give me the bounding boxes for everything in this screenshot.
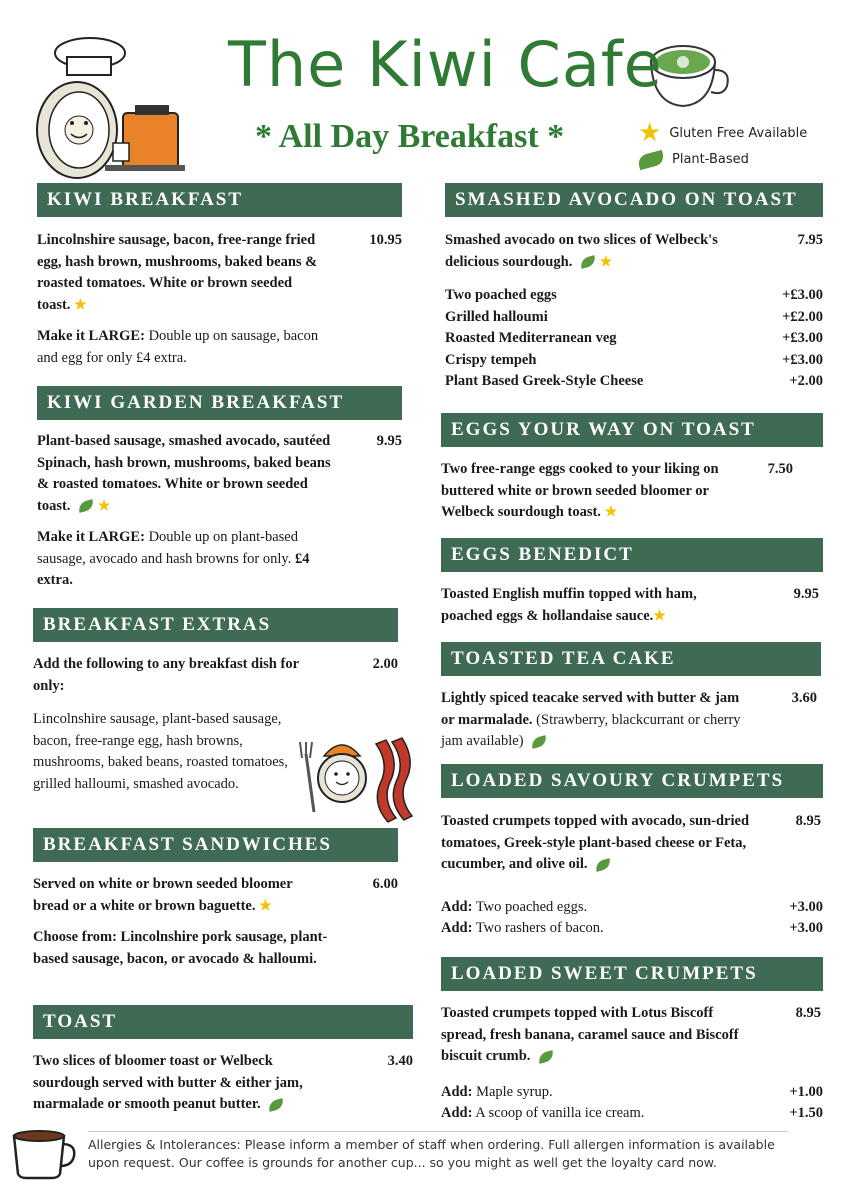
item-description: Lincolnshire sausage, bacon, free-range fried egg, hash brown, mushrooms, baked beans & roasted tomatoes. White or brown seeded toast. [37, 232, 318, 313]
item-description: Toasted English muffin topped with ham, poached eggs & hollandaise sauce. [441, 586, 697, 624]
section-breakfast-sandwiches [33, 828, 398, 970]
section-title: KIWI GARDEN BREAKFAST [37, 386, 402, 420]
addon-name: Crispy tempeh [445, 351, 537, 368]
star-icon: ★ [604, 505, 618, 520]
addon-price: +1.50 [789, 1105, 823, 1121]
star-icon: ★ [97, 498, 111, 514]
menu-item [33, 1051, 413, 1116]
item-description: Plant-based sausage, smashed avocado, sautéed Spinach, hash brown, mushrooms, baked beans & roasted tomatoes. White or brown seeded toast. [37, 433, 331, 514]
item-description: Two free-range eggs cooked to your liking on buttered white or brown seeded bloomer or Welbeck sourdough toast. [441, 461, 719, 520]
addon-list [441, 897, 823, 940]
cafe-title: The Kiwi Cafe [228, 28, 663, 101]
menu-item [37, 230, 402, 316]
section-eggs-your-way [441, 413, 823, 524]
menu-item [441, 584, 823, 627]
item-description: Lightly spiced teacake served with butter & jam or marmalade. [441, 690, 740, 728]
section-savoury-crumpets [441, 764, 823, 940]
addon-label: Add: [441, 898, 473, 915]
section-title: BREAKFAST SANDWICHES [33, 828, 398, 862]
extras-list: Lincolnshire sausage, plant-based sausage, bacon, free-range egg, hash browns, mushrooms, baked beans, roasted tomatoes, grilled halloumi, smashed avocado. [33, 711, 288, 792]
section-sweet-crumpets [441, 957, 823, 1125]
section-kiwi-garden [37, 386, 402, 592]
menu-item [441, 1003, 823, 1068]
legend-pb-label: Plant-Based [672, 152, 749, 167]
large-label: Make it LARGE: [37, 529, 145, 545]
addon-price: +2.00 [789, 373, 823, 389]
addon-price: +£3.00 [782, 351, 823, 368]
star-icon: ★ [653, 608, 666, 624]
section-title: TOAST [33, 1005, 413, 1039]
leaf-icon [579, 255, 597, 269]
section-title: LOADED SWEET CRUMPETS [441, 957, 823, 991]
item-price: 8.95 [795, 813, 821, 829]
item-price: 10.95 [369, 232, 402, 248]
addon-row [441, 1082, 823, 1104]
menu-item [33, 874, 398, 917]
addon-row [441, 1103, 823, 1125]
item-price: 2.00 [372, 656, 398, 672]
addon-label: Add: [441, 1083, 473, 1100]
item-price: 7.95 [797, 232, 823, 248]
addon-row [441, 918, 823, 940]
addon-name: Plant Based Greek-Style Cheese [445, 373, 644, 389]
leaf-icon [537, 1050, 555, 1064]
item-price: 3.60 [791, 690, 817, 706]
kiwi-fork-bacon-illustration [296, 734, 416, 824]
addon-text: Two rashers of bacon. [475, 920, 604, 936]
addon-row [441, 897, 823, 919]
addon-price: +3.00 [789, 920, 823, 936]
leaf-icon [530, 735, 548, 749]
item-description: Toasted crumpets topped with Lotus Biscoff spread, fresh banana, caramel sauce and Biscoff biscuit crumb. [441, 1005, 739, 1064]
item-description: Add the following to any breakfast dish for only: [33, 656, 299, 694]
menu-item [441, 811, 823, 876]
sandwich-choices: Choose from: Lincolnshire pork sausage, plant-based sausage, bacon, or avocado & halloumi. [33, 929, 328, 967]
addon-text: A scoop of vanilla ice cream. [475, 1105, 645, 1121]
large-text: Double up on sausage, bacon and egg for only £4 extra. [37, 328, 319, 366]
menu-item [441, 688, 821, 753]
section-title: KIWI BREAKFAST [37, 183, 402, 217]
item-price: 3.40 [387, 1053, 413, 1069]
addon-price: +£2.00 [782, 308, 823, 325]
addon-row [445, 328, 823, 350]
large-option [37, 326, 327, 369]
leaf-icon [77, 499, 95, 513]
section-toasted-tea-cake [441, 642, 821, 753]
large-extra: £4 extra. [37, 550, 310, 588]
leaf-icon [267, 1098, 285, 1112]
leaf-icon [594, 858, 612, 872]
addon-text: Two poached eggs. [475, 898, 588, 915]
menu-item [33, 654, 398, 697]
section-title: LOADED SAVOURY CRUMPETS [441, 764, 823, 798]
addon-list [441, 1082, 823, 1125]
item-price: 6.00 [372, 876, 398, 892]
addon-name: Two poached eggs [445, 287, 557, 303]
addon-row [445, 285, 823, 307]
section-toast [33, 1005, 413, 1116]
star-icon: ★ [259, 898, 272, 914]
addon-name: Grilled halloumi [445, 308, 548, 325]
menu-item [37, 431, 402, 517]
addon-list [445, 285, 823, 393]
coffee-cup-icon [10, 1128, 80, 1180]
legend-gluten-free [638, 118, 808, 148]
menu-item [445, 230, 823, 273]
menu-item [441, 459, 823, 524]
large-text: Double up on plant-based sausage, avocado and hash browns for only. [37, 529, 298, 567]
leaf-icon [637, 149, 666, 169]
footer-divider [88, 1131, 788, 1132]
item-description: Smashed avocado on two slices of Welbeck's delicious sourdough. [445, 232, 718, 270]
section-eggs-benedict [441, 538, 823, 627]
menu-subtitle: * All Day Breakfast * [255, 118, 565, 155]
addon-text: Maple syrup. [476, 1083, 553, 1100]
addon-row [445, 371, 823, 393]
item-description: Toasted crumpets topped with avocado, sun-dried tomatoes, Greek-style plant-based cheese or Feta, cucumber, and olive oil. [441, 813, 750, 872]
section-kiwi-breakfast [37, 183, 402, 369]
footer-allergy-note: Allergies & Intolerances: Please inform a member of staff when ordering. Full allergen information is available upon request. Our coffee is grounds for another cup... so you might as well get the loyalty card now. [88, 1137, 775, 1170]
star-icon: ★ [74, 297, 87, 313]
addon-label: Add: [441, 1105, 473, 1121]
large-label: Make it LARGE: [37, 328, 145, 344]
item-price: 7.50 [767, 461, 793, 477]
item-description: Two slices of bloomer toast or Welbeck sourdough served with butter & either jam, marmalade or smooth peanut butter. [33, 1053, 303, 1112]
star-icon: ★ [638, 118, 662, 148]
legend-plant-based [638, 152, 749, 167]
section-title: EGGS BENEDICT [441, 538, 823, 572]
section-title: SMASHED AVOCADO ON TOAST [445, 183, 823, 217]
addon-row [445, 307, 823, 329]
addon-price: +1.00 [789, 1083, 823, 1100]
addon-label: Add: [441, 920, 473, 936]
addon-price: +£3.00 [782, 287, 823, 303]
large-option [37, 527, 327, 592]
addon-name: Roasted Mediterranean veg [445, 330, 617, 346]
item-note: (Strawberry, blackcurrant or cherry jam available) [441, 711, 741, 749]
addon-price: +£3.00 [782, 330, 823, 346]
item-description: Served on white or brown seeded bloomer bread or a white or brown baguette. [33, 876, 293, 914]
star-icon: ★ [599, 254, 613, 270]
section-title: BREAKFAST EXTRAS [33, 608, 398, 642]
section-title: EGGS YOUR WAY ON TOAST [441, 413, 823, 447]
addon-price: +3.00 [789, 898, 823, 915]
addon-row [445, 350, 823, 372]
item-price: 8.95 [795, 1005, 821, 1021]
item-price: 9.95 [793, 586, 819, 602]
section-title: TOASTED TEA CAKE [441, 642, 821, 676]
chef-kiwi-illustration [15, 35, 190, 180]
section-smashed-avocado [445, 183, 823, 393]
legend-gf-label: Gluten Free Available [669, 125, 808, 141]
item-price: 9.95 [376, 433, 402, 449]
